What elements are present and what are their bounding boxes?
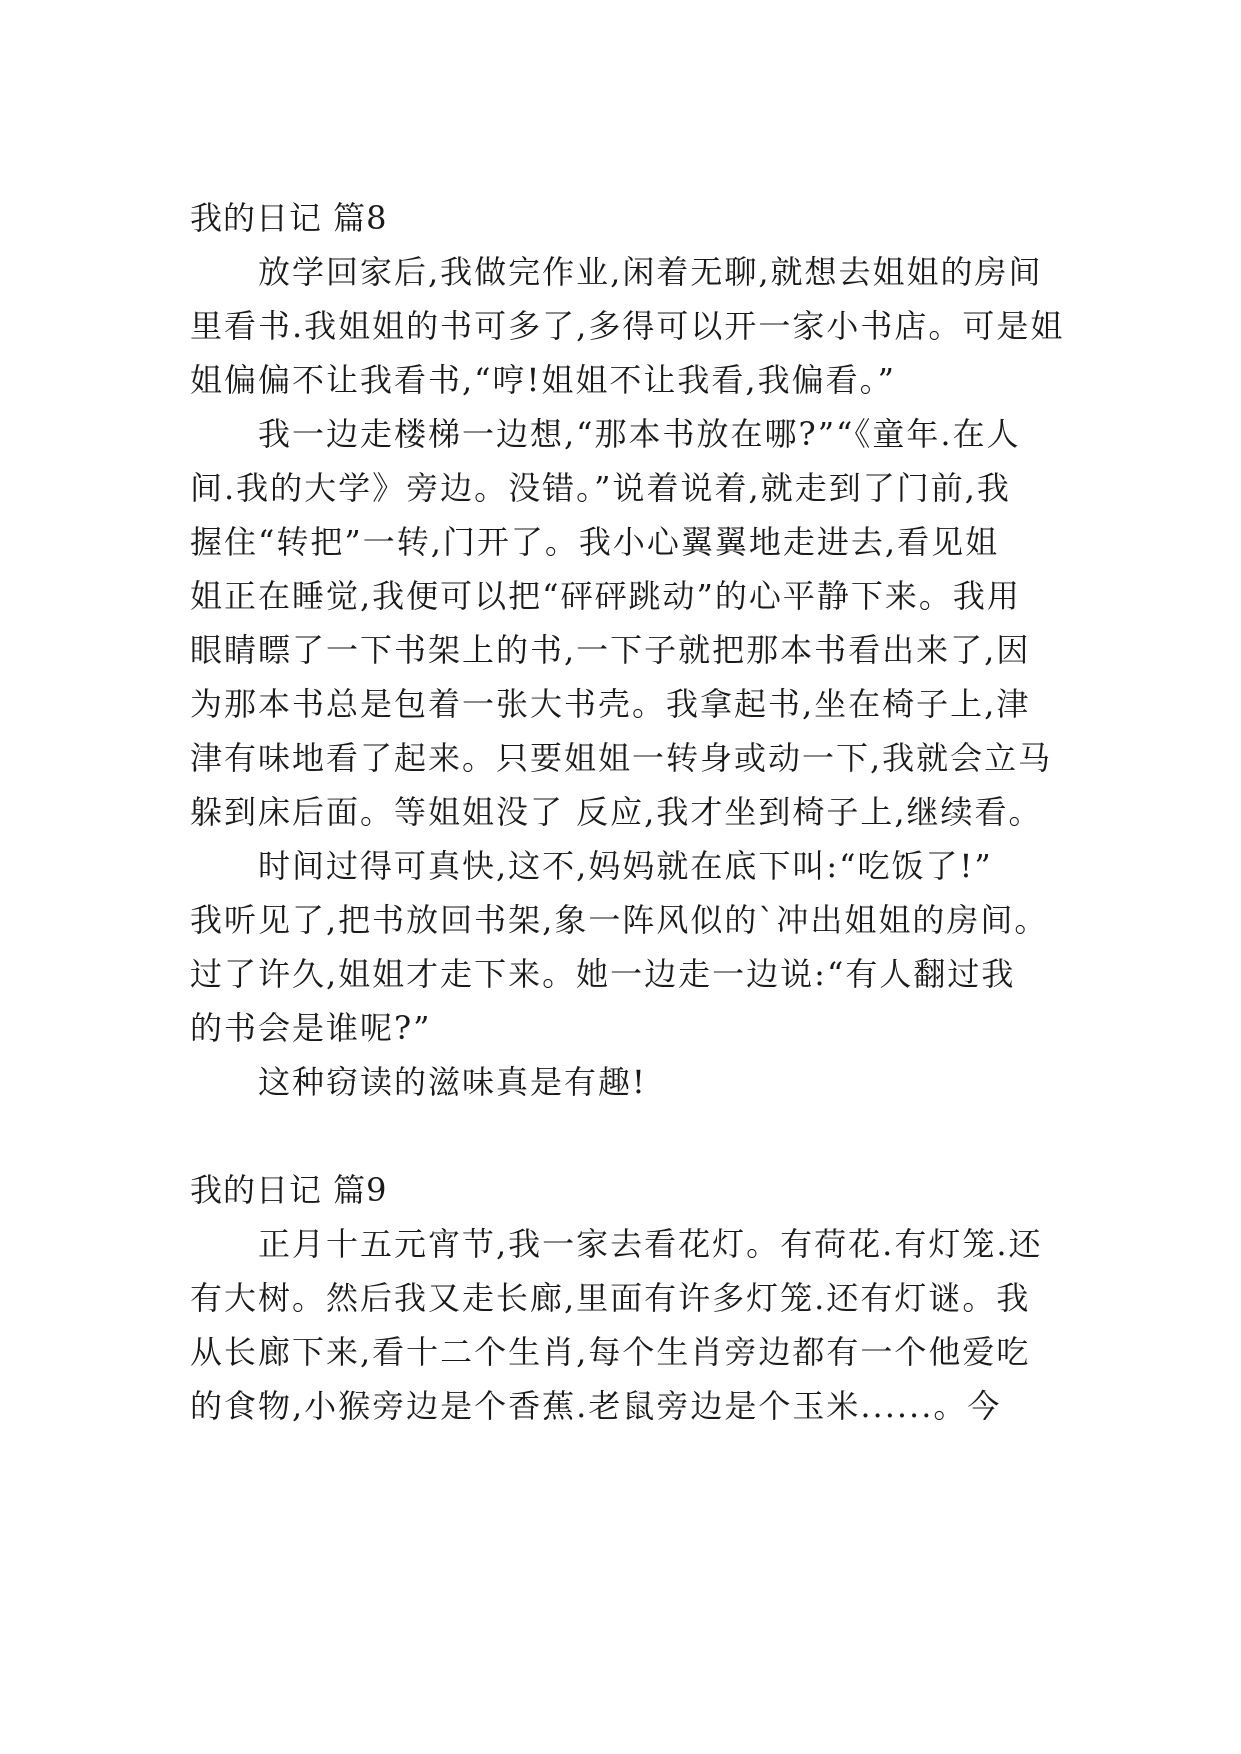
paragraph-line: 有大树。然后我又走长廊,里面有许多灯笼.还有灯谜。我 [190, 1279, 1031, 1317]
paragraph-line: 为那本书总是包着一张大书壳。我拿起书,坐在椅子上,津 [190, 685, 1031, 723]
section-title: 我的日记 篇8 [190, 199, 388, 237]
section-title: 我的日记 篇9 [190, 1171, 388, 1209]
paragraph-line: 姐偏偏不让我看书,“哼!姐姐不让我看,我偏看。” [190, 361, 896, 399]
paragraph-line: 我听见了,把书放回书架,象一阵风似的`冲出姐姐的房间。 [190, 901, 1049, 939]
paragraph-line: 眼睛瞟了一下书架上的书,一下子就把那本书看出来了,因 [190, 631, 1031, 669]
paragraph-line: 握住“转把”一转,门开了。我小心翼翼地走进去,看见姐 [190, 523, 1000, 561]
paragraph-line: 从长廊下来,看十二个生肖,每个生肖旁边都有一个他爱吃 [190, 1333, 1031, 1371]
paragraph-line: 津有味地看了起来。只要姐姐一转身或动一下,我就会立马 [190, 739, 1053, 777]
paragraph-line: 间.我的大学》旁边。没错。”说着说着,就走到了门前,我 [190, 469, 1011, 507]
paragraph-line: 躲到床后面。等姐姐没了 反应,我才坐到椅子上,继续看。 [190, 793, 1043, 831]
paragraph-line: 放学回家后,我做完作业,闲着无聊,就想去姐姐的房间 [258, 253, 1043, 291]
paragraph-line: 我一边走楼梯一边想,“那本书放在哪?”“《童年.在人 [258, 415, 1021, 453]
paragraph-line: 正月十五元宵节,我一家去看花灯。有荷花.有灯笼.还 [258, 1225, 1043, 1263]
paragraph-line: 的书会是谁呢?” [190, 1009, 432, 1047]
paragraph-line: 过了许久,姐姐才走下来。她一边走一边说:“有人翻过我 [190, 955, 1016, 993]
paragraph-line: 这种窃读的滋味真是有趣! [258, 1063, 647, 1101]
paragraph-line: 的食物,小猴旁边是个香蕉.老鼠旁边是个玉米......。今 [190, 1387, 1002, 1425]
paragraph-line: 时间过得可真快,这不,妈妈就在底下叫:“吃饭了!” [258, 847, 993, 885]
paragraph-line: 里看书.我姐姐的书可多了,多得可以开一家小书店。可是姐 [190, 307, 1065, 345]
paragraph-line: 姐正在睡觉,我便可以把“砰砰跳动”的心平静下来。我用 [190, 577, 1021, 615]
